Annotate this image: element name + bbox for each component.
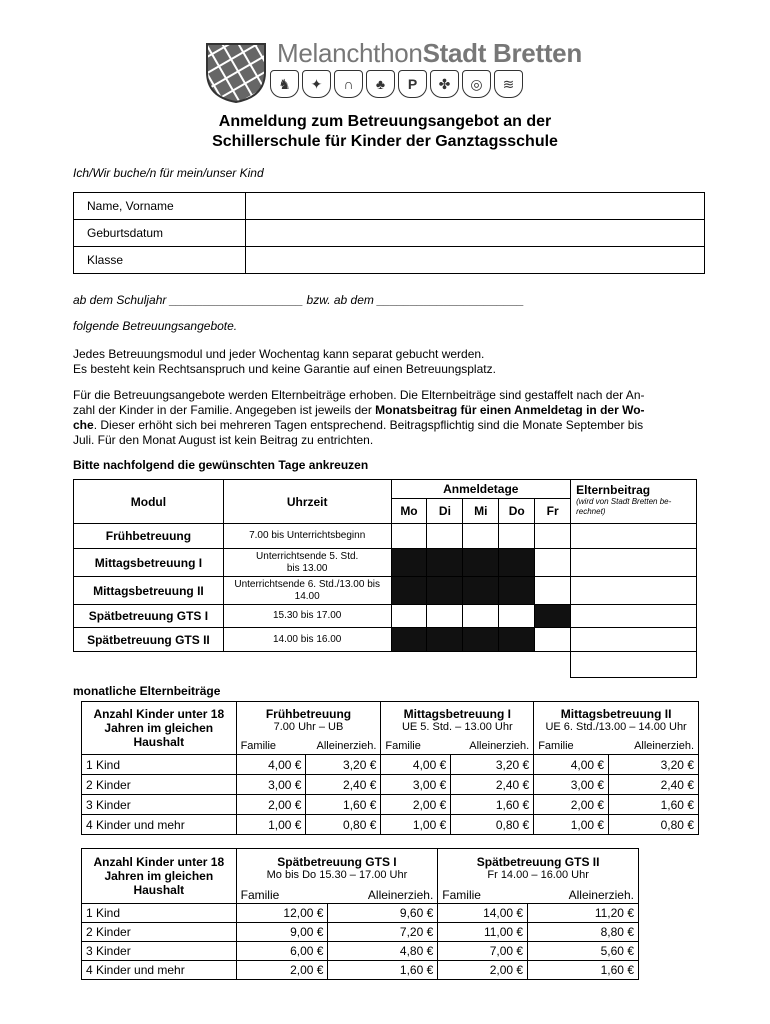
row-label: 4 Kinder und mehr <box>82 815 237 835</box>
tree-icon: ♣ <box>366 70 395 98</box>
fee-value: 7,20 € <box>328 923 438 942</box>
fee-value: 14,00 € <box>438 904 528 923</box>
blocked-cell <box>463 549 499 577</box>
fee-value: 3,20 € <box>306 755 381 775</box>
module-time: Unterrichtsende 6. Std./13.00 bis 14.00 <box>223 577 391 605</box>
module-time: 7.00 bis Unterrichtsbeginn <box>223 524 391 549</box>
blocked-cell <box>535 605 571 628</box>
familie-label: Familie <box>538 740 574 753</box>
allein-label: Alleinerzieh. <box>306 739 381 755</box>
checkbox-cell[interactable] <box>463 524 499 549</box>
fee-table-2 <box>81 848 639 980</box>
blocked-cell <box>499 549 535 577</box>
module-name: Spätbetreuung GTS I <box>74 605 224 628</box>
children-count-header: Anzahl Kinder unter 18 Jahren im gleichen Haushalt <box>82 849 237 904</box>
allein-label: Alleinerzieh. <box>609 739 699 755</box>
allein-label: Alleinerzieh. <box>528 887 639 904</box>
checkbox-cell[interactable] <box>391 605 427 628</box>
familie-label: Familie <box>385 740 421 753</box>
col-elternbeitrag: Elternbeitrag (wird von Stadt Bretten be-rechnet) <box>571 480 697 524</box>
day-do: Do <box>499 499 535 524</box>
letter-p-icon: P <box>398 70 427 98</box>
checkbox-cell[interactable] <box>427 524 463 549</box>
fee-group-header: Spätbetreuung GTS I Mo bis Do 15.30 – 17.00 Uhr <box>236 849 438 887</box>
coin-icon: ◎ <box>462 70 491 98</box>
info-paragraph-1: Jedes Betreuungsmodul und jeder Wochentag kann separat gebucht werden. Es besteht kein Rechtsanspruch und keine Garantie auf einen Betreuungsplatz. <box>73 347 496 376</box>
row-label: 1 Kind <box>82 904 237 923</box>
district-crests <box>270 70 523 98</box>
fee-value: 3,00 € <box>534 775 609 795</box>
booking-table <box>73 479 697 678</box>
blocked-cell <box>499 628 535 652</box>
fee-value: 1,60 € <box>328 961 438 980</box>
fee-value: 2,00 € <box>236 961 328 980</box>
row-label: 1 Kind <box>82 755 237 775</box>
day-mo: Mo <box>391 499 427 524</box>
fee-value: 0,80 € <box>451 815 534 835</box>
fish-icon: ≋ <box>494 70 523 98</box>
checkbox-cell[interactable] <box>463 605 499 628</box>
fee-value: 5,60 € <box>528 942 639 961</box>
offers-line: folgende Betreuungsangebote. <box>73 319 238 333</box>
blocked-cell <box>499 577 535 605</box>
fee-table-1 <box>81 701 699 835</box>
col-modul: Modul <box>74 480 224 524</box>
child-info-table <box>73 192 705 274</box>
fee-cell <box>571 549 697 577</box>
fee-group-header: Mittagsbetreuung II UE 6. Std./13.00 – 14.00 Uhr <box>534 702 699 739</box>
field-label: Geburtsdatum <box>74 220 246 247</box>
fee-value: 2,00 € <box>381 795 451 815</box>
fee-group-header: Frühbetreuung 7.00 Uhr – UB <box>236 702 381 739</box>
page-title: Anmeldung zum Betreuungsangebot an der Schillerschule für Kinder der Ganztagsschule <box>212 113 558 150</box>
fee-value: 1,00 € <box>236 815 306 835</box>
intro-text: Ich/Wir buche/n für mein/unser Kind <box>73 166 264 180</box>
fee-cell <box>571 577 697 605</box>
fee-value: 12,00 € <box>236 904 328 923</box>
row-label: 2 Kinder <box>82 923 237 942</box>
fee-value: 4,00 € <box>381 755 451 775</box>
birthdate-input-cell[interactable] <box>246 220 705 247</box>
fee-value: 0,80 € <box>306 815 381 835</box>
fee-group-header: Mittagsbetreuung I UE 5. Std. – 13.00 Uhr <box>381 702 534 739</box>
fee-value: 4,00 € <box>534 755 609 775</box>
day-fr: Fr <box>535 499 571 524</box>
spacer <box>74 652 571 678</box>
fee-value: 1,00 € <box>381 815 451 835</box>
fee-value: 1,60 € <box>528 961 639 980</box>
fee-value: 3,00 € <box>381 775 451 795</box>
col-anmeldetage: Anmeldetage <box>391 480 571 499</box>
fee-value: 3,20 € <box>451 755 534 775</box>
module-name: Spätbetreuung GTS II <box>74 628 224 652</box>
class-input-cell[interactable] <box>246 247 705 274</box>
checkbox-cell[interactable] <box>535 628 571 652</box>
fee-value: 4,80 € <box>328 942 438 961</box>
fee-cell <box>571 605 697 628</box>
schoolyear-line[interactable]: ab dem Schuljahr ____________________ bzw. ab dem ______________________ <box>73 293 525 307</box>
info-paragraph-2: Für die Betreuungsangebote werden Elternbeiträge erhoben. Die Elternbeiträge sind gestaffelt nach der An- zahl der Kinder in der Familie. Angegeben ist jeweils der Monatsbeitrag für einen Anmeldetag in der Wo- che. Dieser erhöht sich bei mehreren Tagen entsprechend. Beitragspflichtig sind die Monate September bis Juli. Für den Monat August ist kein Beitrag zu entrichten. <box>73 388 645 447</box>
fee-value: 9,00 € <box>236 923 328 942</box>
fee-cell <box>571 628 697 652</box>
horseshoe-icon: ∩ <box>334 70 363 98</box>
module-time: 15.30 bis 17.00 <box>223 605 391 628</box>
checkbox-cell[interactable] <box>499 605 535 628</box>
familie-label: Familie <box>236 887 328 904</box>
fee-value: 3,00 € <box>236 775 306 795</box>
blocked-cell <box>391 628 427 652</box>
tick-heading: Bitte nachfolgend die gewünschten Tage ankreuzen <box>73 458 369 472</box>
row-label: 2 Kinder <box>82 775 237 795</box>
blocked-cell <box>463 628 499 652</box>
blocked-cell <box>427 549 463 577</box>
row-label: 4 Kinder und mehr <box>82 961 237 980</box>
familie-label: Familie <box>442 887 481 902</box>
fee-value: 1,00 € <box>534 815 609 835</box>
fee-value: 2,40 € <box>451 775 534 795</box>
fee-value: 1,60 € <box>451 795 534 815</box>
field-label: Name, Vorname <box>74 193 246 220</box>
clover-icon: ✤ <box>430 70 459 98</box>
module-time: 14.00 bis 16.00 <box>223 628 391 652</box>
day-di: Di <box>427 499 463 524</box>
blocked-cell <box>427 628 463 652</box>
fee-value: 0,80 € <box>609 815 699 835</box>
fee-value: 6,00 € <box>236 942 328 961</box>
children-count-header: Anzahl Kinder unter 18 Jahren im gleichen Haushalt <box>82 702 237 755</box>
name-input-cell[interactable] <box>246 193 705 220</box>
fee-group-header: Spätbetreuung GTS II Fr 14.00 – 16.00 Uhr <box>438 849 639 887</box>
checkbox-cell[interactable] <box>391 524 427 549</box>
module-time: Unterrichtsende 5. Std. bis 13.00 <box>223 549 391 577</box>
fee-value: 3,20 € <box>609 755 699 775</box>
fee-value: 1,60 € <box>609 795 699 815</box>
field-label: Klasse <box>74 247 246 274</box>
allein-label: Alleinerzieh. <box>328 887 438 904</box>
city-brand: MelanchthonStadt Bretten <box>277 38 582 68</box>
checkbox-cell[interactable] <box>499 524 535 549</box>
fee-value: 8,80 € <box>528 923 639 942</box>
blocked-cell <box>391 577 427 605</box>
fee-value: 2,40 € <box>609 775 699 795</box>
fee-value: 2,00 € <box>534 795 609 815</box>
col-uhrzeit: Uhrzeit <box>223 480 391 524</box>
blocked-cell <box>463 577 499 605</box>
fee-value: 11,20 € <box>528 904 639 923</box>
checkbox-cell[interactable] <box>535 549 571 577</box>
checkbox-cell[interactable] <box>535 577 571 605</box>
eagle-icon: ✦ <box>302 70 331 98</box>
fee-value: 2,00 € <box>236 795 306 815</box>
fee-value: 9,60 € <box>328 904 438 923</box>
fee-value: 7,00 € <box>438 942 528 961</box>
blocked-cell <box>391 549 427 577</box>
module-name: Mittagsbetreuung I <box>74 549 224 577</box>
fee-value: 4,00 € <box>236 755 306 775</box>
checkbox-cell[interactable] <box>535 524 571 549</box>
bear-icon: ♞ <box>270 70 299 98</box>
city-shield-logo <box>205 42 267 104</box>
allein-label: Alleinerzieh. <box>451 739 534 755</box>
module-name: Mittagsbetreuung II <box>74 577 224 605</box>
row-label: 3 Kinder <box>82 942 237 961</box>
fee-value: 2,40 € <box>306 775 381 795</box>
blocked-cell <box>427 577 463 605</box>
row-label: 3 Kinder <box>82 795 237 815</box>
fee-value: 1,60 € <box>306 795 381 815</box>
fee-cell <box>571 524 697 549</box>
checkbox-cell[interactable] <box>427 605 463 628</box>
total-fee-cell <box>571 652 697 678</box>
familie-label: Familie <box>236 739 306 755</box>
fee-value: 2,00 € <box>438 961 528 980</box>
day-mi: Mi <box>463 499 499 524</box>
fees-heading: monatliche Elternbeiträge <box>73 684 221 698</box>
fee-value: 11,00 € <box>438 923 528 942</box>
module-name: Frühbetreuung <box>74 524 224 549</box>
